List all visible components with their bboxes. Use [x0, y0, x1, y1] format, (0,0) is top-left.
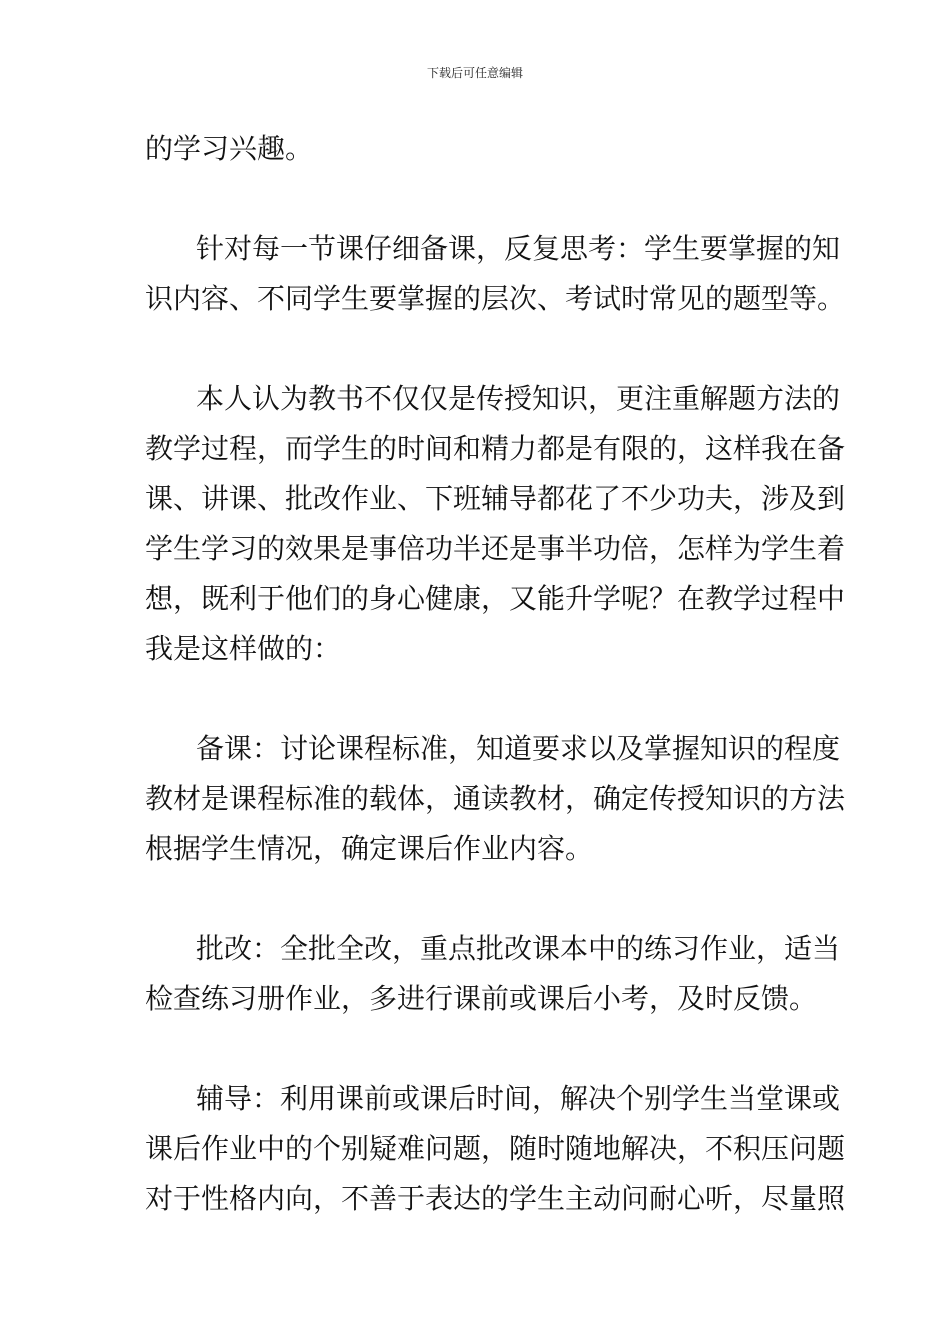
paragraph-line: 课、讲课、批改作业、下班辅导都花了不少功夫，涉及到 — [145, 482, 846, 515]
paragraph-line: 想，既利于他们的身心健康，又能升学呢？在教学过程中 — [145, 582, 846, 615]
paragraph-line: 本人认为教书不仅仅是传授知识，更注重解题方法的 — [196, 382, 841, 415]
paragraph-line: 根据学生情况，确定课后作业内容。 — [145, 832, 594, 865]
paragraph-line: 备课：讨论课程标准，知道要求以及掌握知识的程度 — [196, 732, 841, 765]
paragraph-line: 辅导：利用课前或课后时间，解决个别学生当堂课或 — [196, 1082, 841, 1115]
paragraph-line: 课后作业中的个别疑难问题，随时随地解决，不积压问题 — [145, 1132, 846, 1165]
paragraph-line: 对于性格内向，不善于表达的学生主动问耐心听，尽量照 — [145, 1182, 846, 1215]
paragraph-line: 批改：全批全改，重点批改课本中的练习作业，适当 — [196, 932, 841, 965]
paragraph-line: 教材是课程标准的载体，通读教材，确定传授知识的方法 — [145, 782, 846, 815]
page-header: 下载后可任意编辑 — [426, 66, 523, 80]
paragraph-line: 识内容、不同学生要掌握的层次、考试时常见的题型等。 — [145, 282, 846, 315]
paragraph-line: 我是这样做的： — [145, 632, 342, 665]
paragraph-line: 学生学习的效果是事倍功半还是事半功倍，怎样为学生着 — [145, 532, 846, 565]
paragraph-line: 检查练习册作业，多进行课前或课后小考，及时反馈。 — [145, 982, 818, 1015]
paragraph-line: 针对每一节课仔细备课，反复思考：学生要掌握的知 — [196, 232, 841, 265]
paragraph-line: 教学过程，而学生的时间和精力都是有限的，这样我在备 — [145, 432, 846, 465]
paragraph-line: 的学习兴趣。 — [145, 132, 314, 165]
